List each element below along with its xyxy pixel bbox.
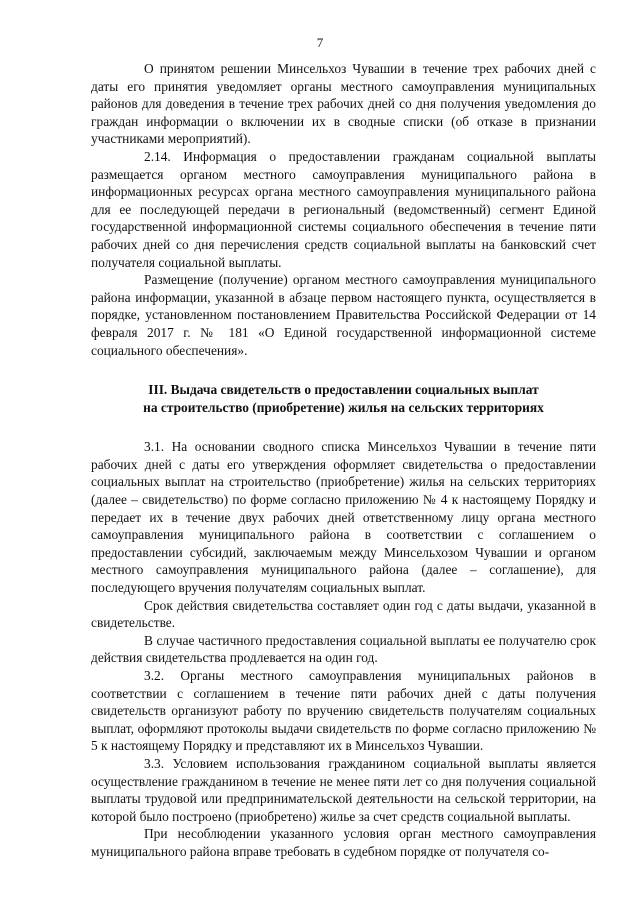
paragraph-partial-payment: В случае частичного предоставления социальной выплаты ее получателю срок действия свидетельства продлевается на один год. <box>91 632 596 666</box>
section-heading <box>91 381 596 416</box>
document-body <box>91 60 596 861</box>
paragraph-validity-period: Срок действия свидетельства составляет один год с даты выдачи, указанной в свидетельстве. <box>91 597 596 631</box>
paragraph-placement: Размещение (получение) органом местного самоуправления муниципального района информации, указанной в абзаце первом настоящего пункта, осуществляется в порядке, установленном постановлением Правительства Российской Федерации от 14 февраля 2017 г. № 181 «О Единой государственной информационной системе социального обеспечения». <box>91 272 596 358</box>
paragraph-2-14: 2.14. Информация о предоставлении гражданам социальной выплаты размещается органом местного самоуправления муниципального района в информационных ресурсах органа местного самоуправления муниципального района для ее последующей передачи в региональный (ведомственный) сегмент Единой государственной информационной системы социального обеспечения в течение пяти рабочих дней со дня перечисления средств социальной выплаты на банковский счет получателя социальной выплаты. <box>91 148 596 270</box>
paragraph-non-compliance: При несоблюдении указанного условия орган местного самоуправления муниципального района вправе требовать в судебном порядке от получателя со- <box>91 826 596 859</box>
section-heading-line-2: на строительство (приобретение) жилья на сельских территориях <box>143 399 544 415</box>
paragraph-3-2: 3.2. Органы местного самоуправления муниципальных районов в соответствии с соглашением в течение пяти рабочих дней с даты получения свидетельств организуют работу по вручению свидетельств получателям социальных выплат, оформляют протоколы выдачи свидетельств по форме согласно приложению № 5 к настоящему Порядку и представляют их в Минсельхоз Чувашии. <box>91 668 596 754</box>
page-number: 7 <box>316 35 324 50</box>
paragraph-decision-notice: О принятом решении Минсельхоз Чувашии в течение трех рабочих дней с даты его принятия уведомляет органы местного самоуправления муниципальных районов для доведения в течение трех рабочих дней со дня получения уведомления до граждан информации о включении их в сводные списки (об отказе в признании участниками мероприятий). <box>91 61 596 147</box>
paragraph-3-1: 3.1. На основании сводного списка Минсельхоз Чувашии в течение пяти рабочих дней с даты его утверждения оформляет свидетельства о предоставлении социальных выплат на строительство (приобретение) жилья на сельских территориях (далее – свидетельство) по форме согласно приложению № 4 к настоящему Порядку и передает их в течение двух рабочих дней ответственному лицу органа местного самоуправления муниципального района в соответствии с соглашением о предоставлении субсидий, заключаемым между Минсельхозом Чувашии и органом местного самоуправления муниципального района (далее – соглашение), для последующего вручения получателям социальных выплат. <box>91 439 596 596</box>
section-heading-line-1: III. Выдача свидетельств о предоставлении социальных выплат <box>148 382 539 398</box>
paragraph-3-3: 3.3. Условием использования гражданином социальной выплаты является осуществление гражданином в течение не менее пяти лет со дня получения социальной выплаты трудовой или предпринимательской деятельности на сельской территории, на которой было построено (приобретено) жилье за счет средств социальной выплаты. <box>91 755 596 824</box>
